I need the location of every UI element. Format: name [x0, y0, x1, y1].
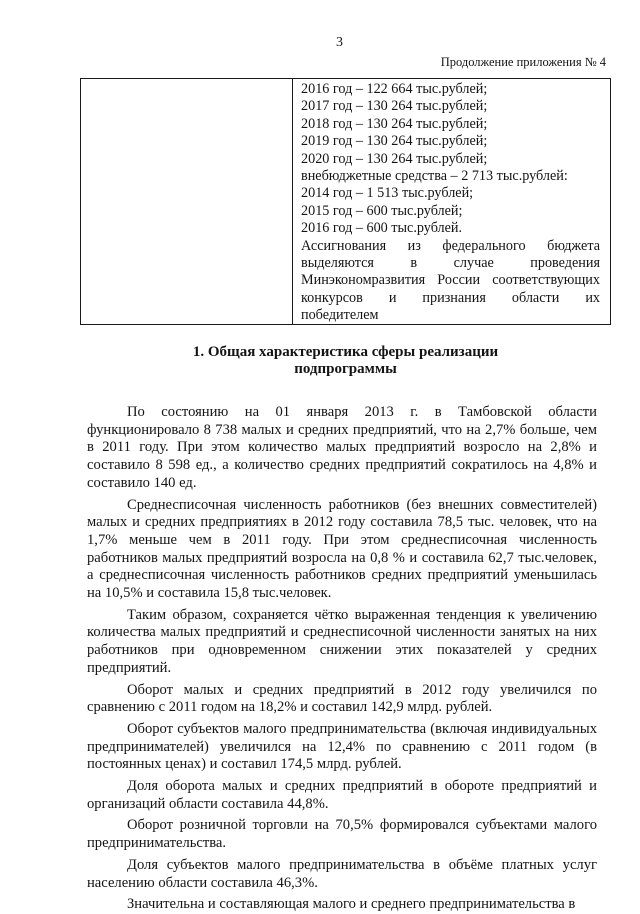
funding-line: 2017 год – 130 264 тыс.рублей; — [301, 98, 488, 115]
section-title — [80, 344, 611, 378]
section-title-line: подпрограммы — [294, 361, 397, 377]
funding-line: 2016 год – 600 тыс.рублей. — [301, 220, 463, 237]
funding-line: 2016 год – 122 664 тыс.рублей; — [301, 81, 488, 97]
paragraph: Значительна и составляющая малого и среднего предпринимательства в — [127, 896, 576, 913]
funding-table-left-cell — [81, 79, 293, 324]
funding-table — [80, 78, 611, 325]
funding-line: 2014 год – 1 513 тыс.рублей; — [301, 185, 474, 202]
funding-note-line: Минэкономразвития России соответствующих — [301, 272, 600, 289]
paragraph: Среднесписочная численность работников (без внешних совместителей) малых и средних предприятиях в 2012 году составила 78,5 тыс. человек, что на 1,7% меньше чем в 2011 году. При этом среднесписочная численность работников малых предприятий возросла на 0,8 % и составила 62,7 тыс.человек, а среднесписочная численность работников средних предприятий уменьшилась на 10,5% и составила 15,8 тыс.человек. — [87, 496, 597, 602]
page-number: 3 — [336, 35, 343, 50]
funding-note-line: конкурсов и признания области их — [301, 289, 600, 306]
paragraph: Оборот малых и средних предприятий в 2012 году увеличился по сравнению с 2011 годом на 18,2% и составил 142,9 млрд. рублей. — [87, 681, 597, 716]
paragraph: Оборот розничной торговли на 70,5% формировался субъектами малого предпринимательства. — [87, 817, 597, 852]
funding-table-right-cell — [293, 79, 610, 324]
appendix-note: Продолжение приложения № 4 — [440, 55, 606, 69]
funding-line: 2018 год – 130 264 тыс.рублей; — [301, 115, 488, 132]
section-title-line: 1. Общая характеристика сферы реализации — [192, 344, 499, 360]
paragraph: Доля оборота малых и средних предприятий в обороте предприятий и организаций области составила 44,8%. — [87, 778, 597, 812]
funding-note-line: победителем — [301, 307, 379, 324]
funding-note-line: Ассигнования из федерального бюджета — [301, 237, 600, 254]
funding-line: 2020 год – 130 264 тыс.рублей; — [301, 150, 488, 167]
funding-line: 2015 год – 600 тыс.рублей; — [301, 202, 463, 219]
funding-line: внебюджетные средства – 2 713 тыс.рублей: — [301, 168, 568, 185]
paragraph: Доля субъектов малого предпринимательства в объёме платных услуг населению области составила 46,3%. — [87, 856, 597, 891]
funding-line: 2019 год – 130 264 тыс.рублей; — [301, 133, 488, 150]
funding-note-line: выделяются в случае проведения — [301, 255, 600, 272]
paragraph: Оборот субъектов малого предпринимательства (включая индивидуальных предпринимателей) увеличился на 12,4% по сравнению с 2011 годом (в постоянных ценах) и составил 174,5 млрд. рублей. — [87, 720, 597, 773]
body-text — [87, 404, 597, 914]
paragraph: Таким образом, сохраняется чётко выраженная тенденция к увеличению количества малых предприятий и среднесписочной численности занятых на них работников при одновременном снижении этих показателей у средних предприятий. — [87, 606, 597, 676]
paragraph: По состоянию на 01 января 2013 г. в Тамбовской области функционировало 8 738 малых и средних предприятий, что на 2,7% больше, чем в 2011 году. При этом количество малых предприятий возросло на 2,8% и составило 8 598 ед., а количество средних предприятий сократилось на 4,8% и составило 140 ед. — [87, 404, 597, 491]
